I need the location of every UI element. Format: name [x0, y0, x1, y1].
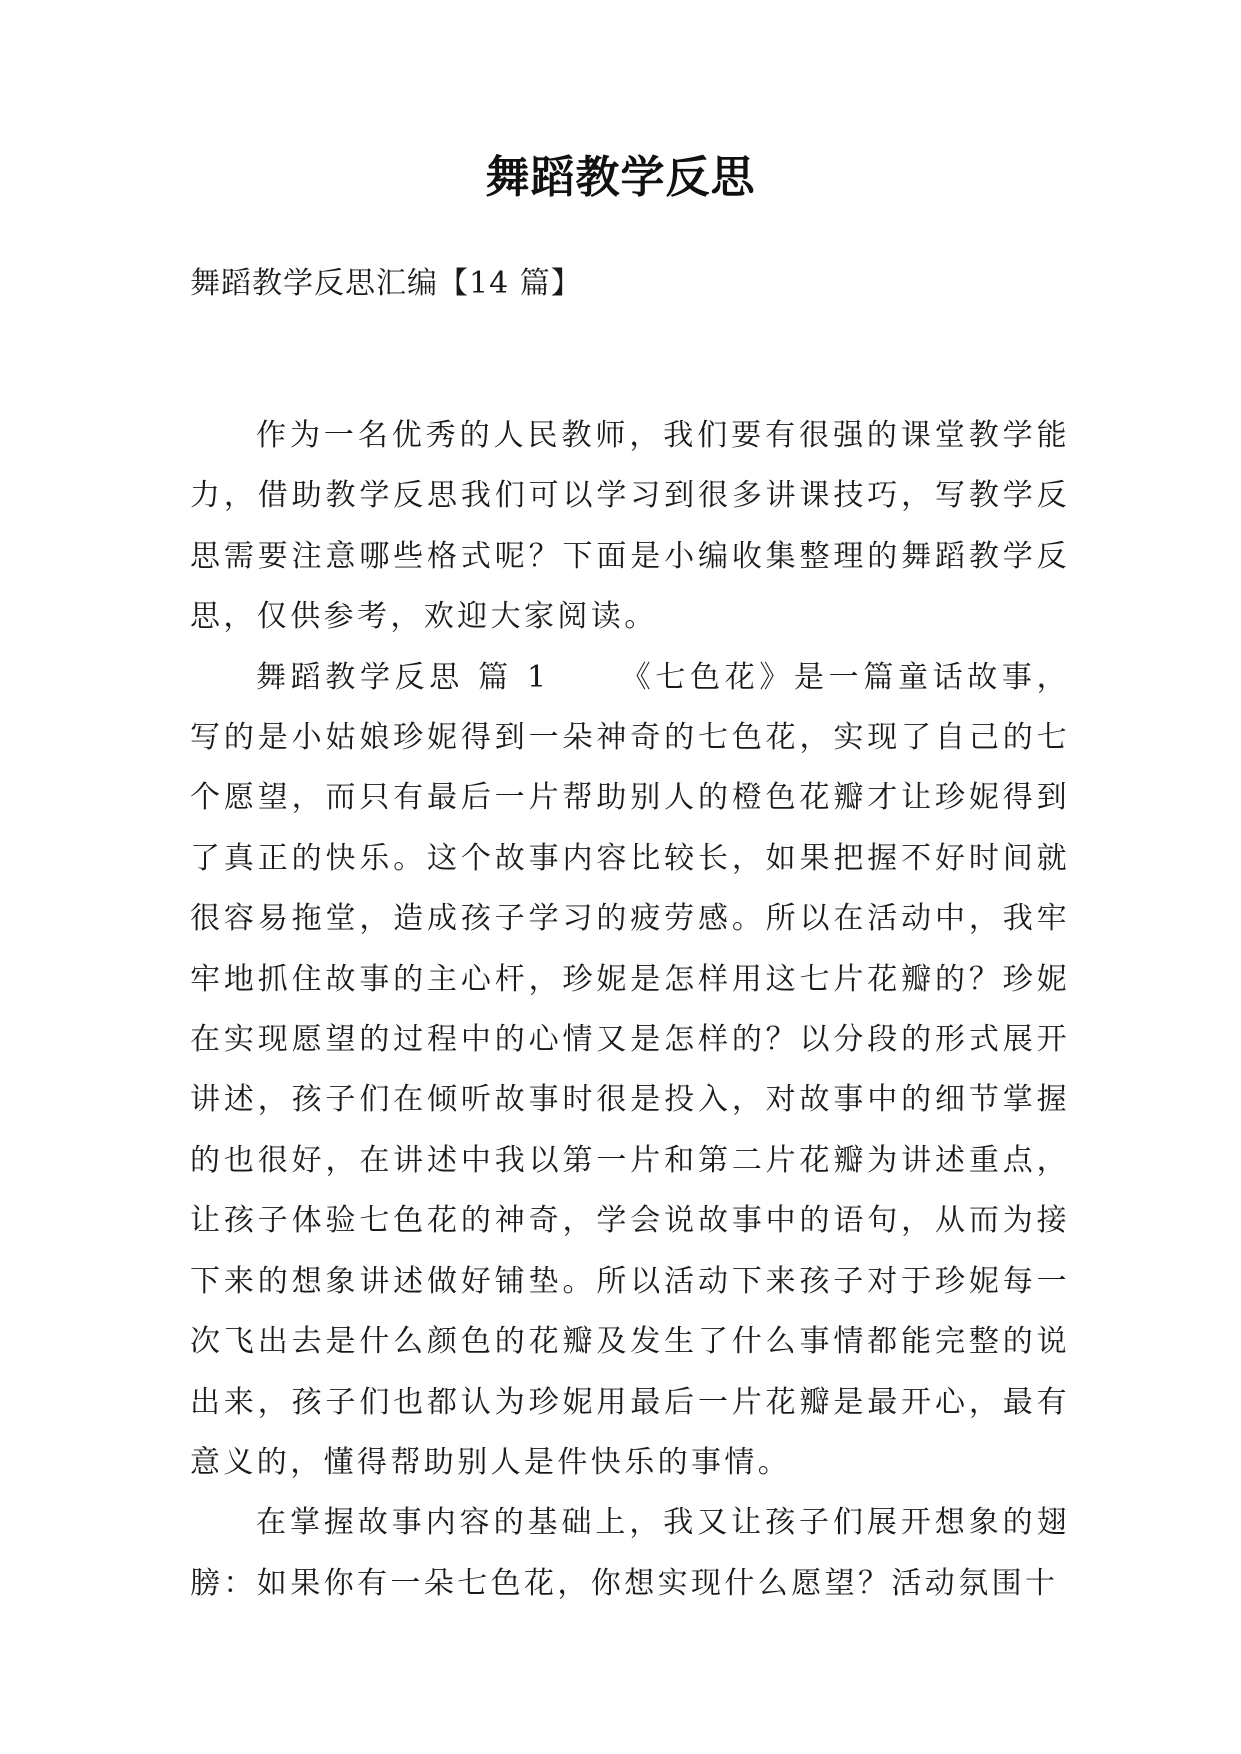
document-title: 舞蹈教学反思 [485, 152, 756, 203]
document-subtitle: 舞蹈教学反思汇编【14 篇】 [190, 266, 582, 301]
document-body [190, 406, 1070, 1614]
section-1-heading: 舞蹈教学反思 篇 1 [256, 659, 550, 695]
paragraph-3: 在掌握故事内容的基础上，我又让孩子们展开想象的翅膀：如果你有一朵七色花，你想实现什么愿望？活动氛围十 [190, 1505, 1070, 1601]
intro-paragraph: 作为一名优秀的人民教师，我们要有很强的课堂教学能力，借助教学反思我们可以学习到很多讲课技巧，写教学反思需要注意哪些格式呢？下面是小编收集整理的舞蹈教学反思，仅供参考，欢迎大家阅读。 [190, 418, 1070, 635]
section-1-text: 《七色花》是一篇童话故事，写的是小姑娘珍妮得到一朵神奇的七色花，实现了自己的七个愿望，而只有最后一片帮助别人的橙色花瓣才让珍妮得到了真正的快乐。这个故事内容比较长，如果把握不好时间就很容易拖堂，造成孩子学习的疲劳感。所以在活动中，我牢牢地抓住故事的主心杆，珍妮是怎样用这七片花瓣的？珍妮在实现愿望的过程中的心情又是怎样的？以分段的形式展开讲述，孩子们在倾听故事时很是投入，对故事中的细节掌握的也很好，在讲述中我以第一片和第二片花瓣为讲述重点，让孩子体验七色花的神奇，学会说故事中的语句，从而为接下来的想象讲述做好铺垫。所以活动下来孩子对于珍妮每一次飞出去是什么颜色的花瓣及发生了什么事情都能完整的说出来，孩子们也都认为珍妮用最后一片花瓣是最开心，最有意义的，懂得帮助别人是件快乐的事情。 [190, 659, 1070, 1480]
section-1-paragraph [190, 648, 1070, 1494]
